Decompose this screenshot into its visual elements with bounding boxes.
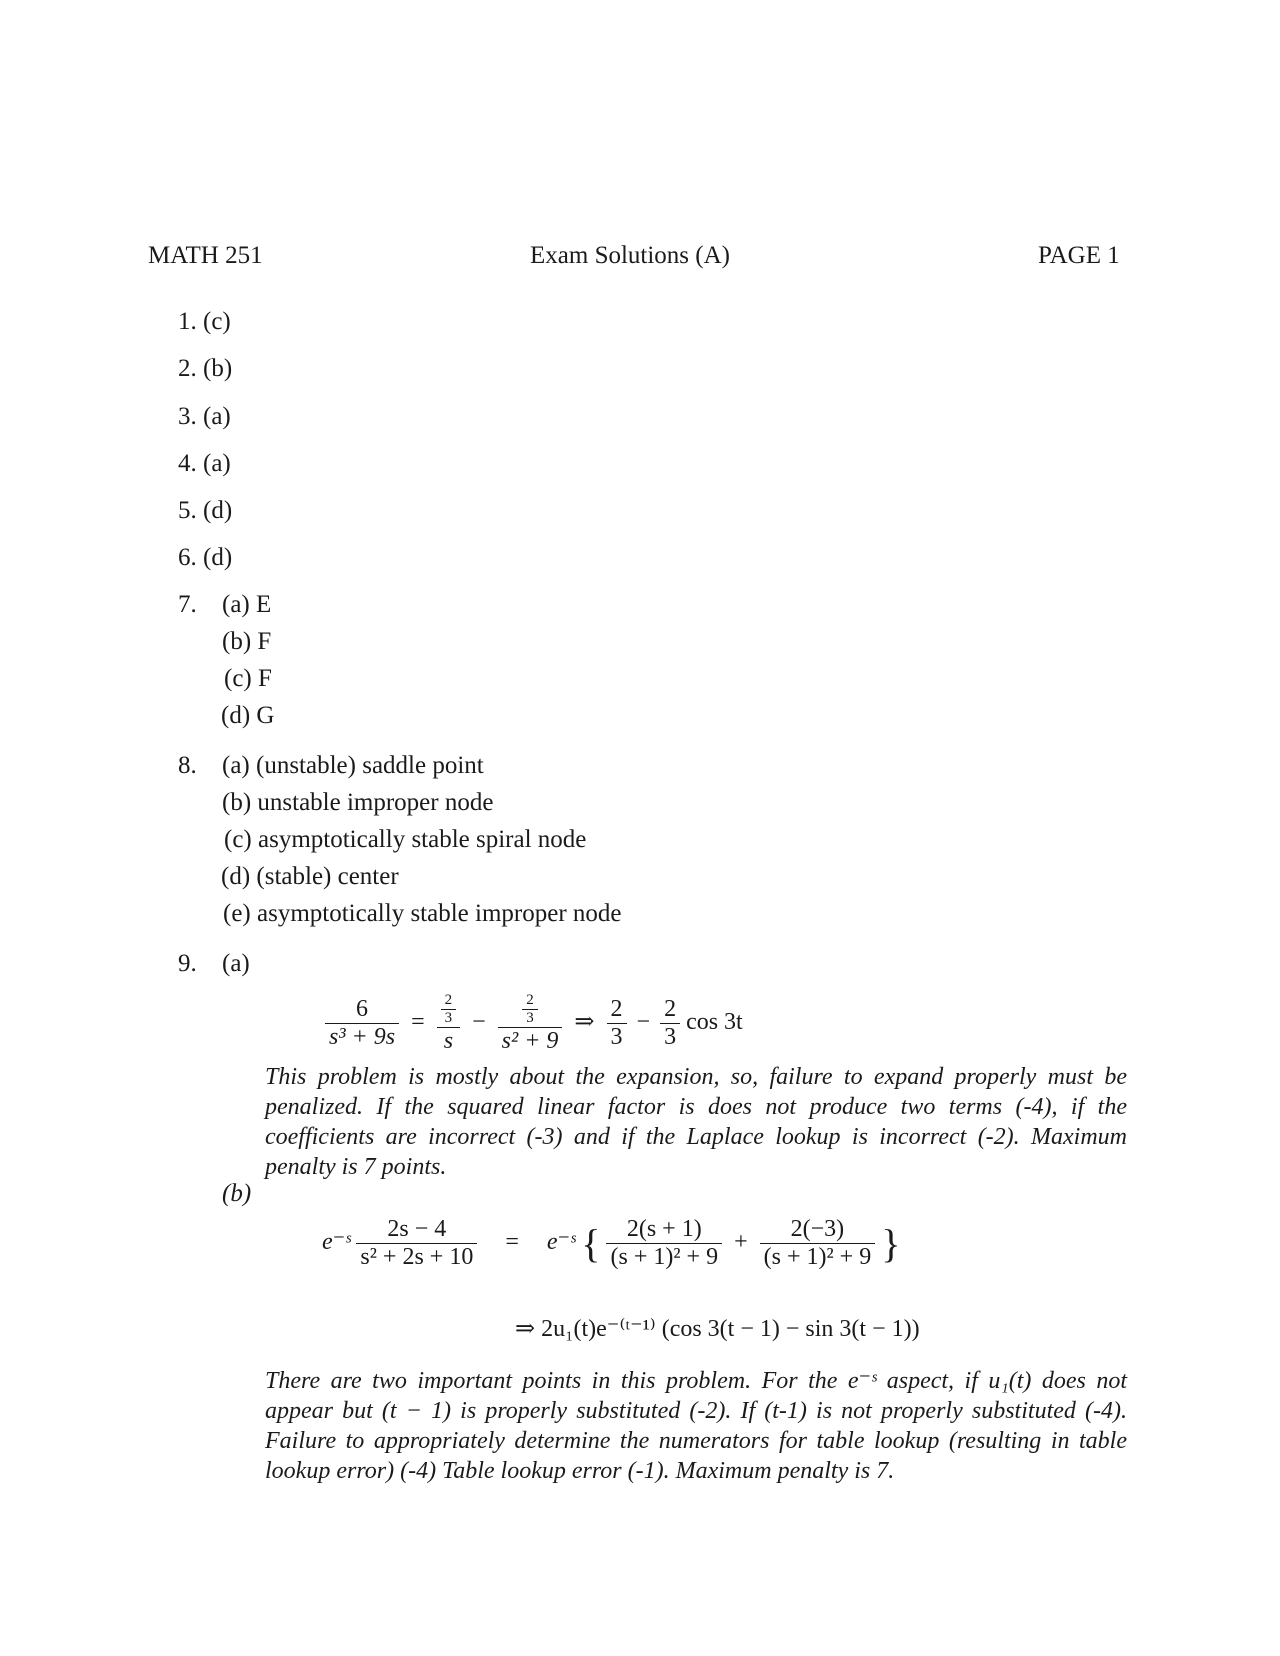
answer-item: 4. (a): [178, 450, 231, 477]
q9-part-b-grading-note: There are two important points in this problem. For the e⁻ˢ aspect, if u₁(t) does not appear but (t − 1) is properly substituted (-2). If (t-1) is not properly substituted (-4). Failure to appropriately determine the numerators for table lookup (resulting in table lookup error) (-4) Table lookup error (-1). Maximum penalty is 7.: [265, 1368, 1127, 1484]
q9-part-a-label: (a): [222, 950, 250, 977]
q8-part-e: (e) asymptotically stable improper node: [223, 900, 622, 927]
answer-item: 5. (d): [178, 497, 233, 524]
answer-item: 6. (d): [178, 544, 233, 571]
answer-item: 3. (a): [178, 403, 231, 430]
equation-b-result: ⇒ 2u₁(t)e⁻⁽ᵗ⁻¹⁾ (cos 3(t − 1) − sin 3(t − 1)): [515, 1316, 920, 1342]
equation-b: e⁻ˢ $\frac{2s - 4}{\text{s² + 2s + 10}}$ = e⁻ˢ { $\frac{2(s + 1)}{\text{(s + 1)² + 9}}$ + $\frac{2(-3)}{\text{(s + 1)² + 9}}$ }: [322, 1216, 901, 1270]
q8-part-c: (c) asymptotically stable spiral node: [224, 826, 587, 853]
q7-number: 7.: [178, 591, 197, 618]
page-number: PAGE 1: [1038, 242, 1120, 269]
q9-number: 9.: [178, 950, 197, 977]
q7-part-d: (d) G: [221, 702, 275, 729]
q9-part-a-grading-note: This problem is mostly about the expansion, so, failure to expand properly must be penalized. If the squared linear factor is does not produce two terms (-4), if the coefficients are incorrect (-3) and if the Laplace lookup is incorrect (-2). Maximum penalty is 7 points.: [265, 1064, 1127, 1180]
q8-part-d: (d) (stable) center: [221, 863, 399, 890]
q7-part-b: (b) F: [222, 628, 272, 655]
page-title: Exam Solutions (A): [530, 242, 730, 269]
q8-part-b: (b) unstable improper node: [222, 789, 494, 816]
q7-part-a: (a) E: [222, 591, 272, 618]
course-code: MATH 251: [148, 242, 263, 269]
q8-part-a: (a) (unstable) saddle point: [222, 752, 484, 779]
answer-item: 1. (c): [178, 308, 231, 335]
q7-part-c: (c) F: [224, 665, 272, 692]
answer-item: 2. (b): [178, 355, 233, 382]
q9-part-b-label: (b): [222, 1180, 252, 1207]
q8-number: 8.: [178, 752, 197, 779]
equation-a: $\frac{6}{\text{s³ + 9s}}$ = $\frac{\frac{2}{3}}{s}$ − $\frac{\frac{2}{3}}{\text{s² + 9}}$ ⇒ $\frac{2}{3}$ − $\frac{2}{3}$ cos 3t: [325, 992, 743, 1055]
